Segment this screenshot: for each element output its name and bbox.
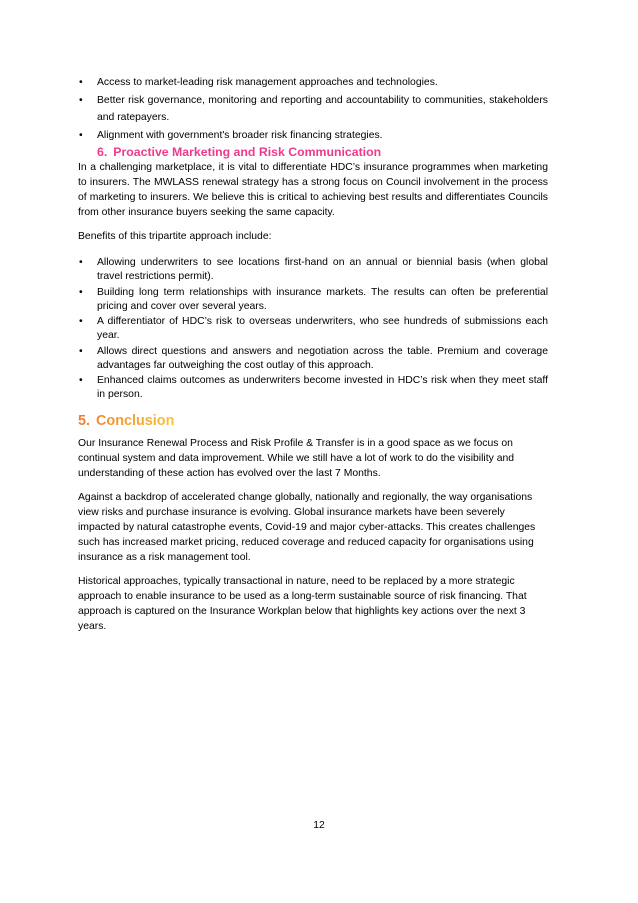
bullet-icon: •	[79, 286, 83, 298]
list-item	[78, 74, 548, 92]
list-item	[78, 256, 548, 284]
list-item-text: Enhanced claims outcomes as underwriters become invested in HDC’s risk when they meet staff in person.	[97, 375, 548, 400]
list-item-text: Access to market-leading risk management approaches and technologies.	[97, 77, 438, 88]
top-bullet-list	[78, 74, 548, 144]
section-6-heading	[97, 144, 548, 160]
section-6-paragraph: In a challenging marketplace, it is vital to differentiate HDC’s insurance programmes when marketing to insurers. The MWLASS renewal strategy has a strong focus on Council involvement in the process of marketing to insurers. We believe this is critical to achieving best results and differentiates Councils from other insurance buyers seeking the same capacity.	[78, 162, 548, 218]
conclusion-paragraph-2: Against a backdrop of accelerated change globally, nationally and regionally, the way organisations view risks and purchase insurance is evolving. Global insurance markets have been severely impacted by natural catastrophe events, Covid-19 and major cyber-attacks. This creates challenges such has increased market pricing, reduced coverage and reduced capacity for organisations using insurance as a risk management tool.	[78, 492, 536, 563]
bullet-icon: •	[79, 375, 83, 386]
bullet-icon: •	[79, 316, 83, 327]
bullet-icon: •	[79, 77, 83, 88]
bullet-icon: •	[79, 345, 83, 357]
benefits-intro: Benefits of this tripartite approach include:	[78, 231, 272, 242]
list-item	[78, 286, 548, 314]
conclusion-number: 5.	[78, 413, 91, 429]
conclusion-paragraph-1: Our Insurance Renewal Process and Risk Profile & Transfer is in a good space as we focus on continual system and data improvement. While we still have a lot of work to do the visibility and understanding of these action has evolved over the last 7 Months.	[78, 438, 515, 479]
conclusion-heading	[78, 411, 174, 431]
spacer	[78, 244, 548, 256]
benefits-list	[78, 256, 548, 402]
spacer	[78, 220, 548, 229]
page-content	[78, 74, 548, 634]
list-item-text: Allows direct questions and answers and negotiation across the table. Premium and coverage advantages far outweighing the cost outlay of this approach.	[97, 345, 548, 371]
list-item	[78, 92, 548, 127]
bullet-icon: •	[79, 94, 83, 106]
bullet-icon: •	[79, 129, 83, 141]
section-6-title: Proactive Marketing and Risk Communication	[113, 145, 382, 159]
list-item	[78, 315, 548, 343]
list-item-text: Allowing underwriters to see locations first-hand on an annual or biennial basis (when global travel restrictions permit).	[97, 257, 548, 282]
bullet-icon: •	[79, 257, 83, 268]
conclusion-title: Conclusion	[96, 413, 175, 429]
section-6-number: 6.	[97, 145, 108, 159]
list-item	[78, 374, 548, 402]
list-item-text: Alignment with government's broader risk financing strategies.	[97, 129, 383, 141]
list-item	[78, 345, 548, 373]
spacer	[78, 402, 548, 411]
spacer	[78, 481, 548, 490]
list-item-text: Building long term relationships with insurance markets. The results can often be preferential pricing and cover over several years.	[97, 286, 548, 312]
list-item-text: A differentiator of HDC’s risk to overseas underwriters, who see hundreds of submissions each year.	[97, 316, 548, 341]
list-item	[78, 127, 548, 145]
conclusion-paragraph-3: Historical approaches, typically transactional in nature, need to be replaced by a more strategic approach to enable insurance to be used as a long-term sustainable source of risk financing. That approach is captured on the Insurance Workplan below that highlights key actions over the next 3 years.	[78, 576, 527, 632]
spacer	[78, 565, 548, 574]
list-item-text: Better risk governance, monitoring and reporting and accountability to communities, stakeholders and ratepayers.	[97, 94, 548, 123]
page-number: 12	[313, 820, 325, 831]
